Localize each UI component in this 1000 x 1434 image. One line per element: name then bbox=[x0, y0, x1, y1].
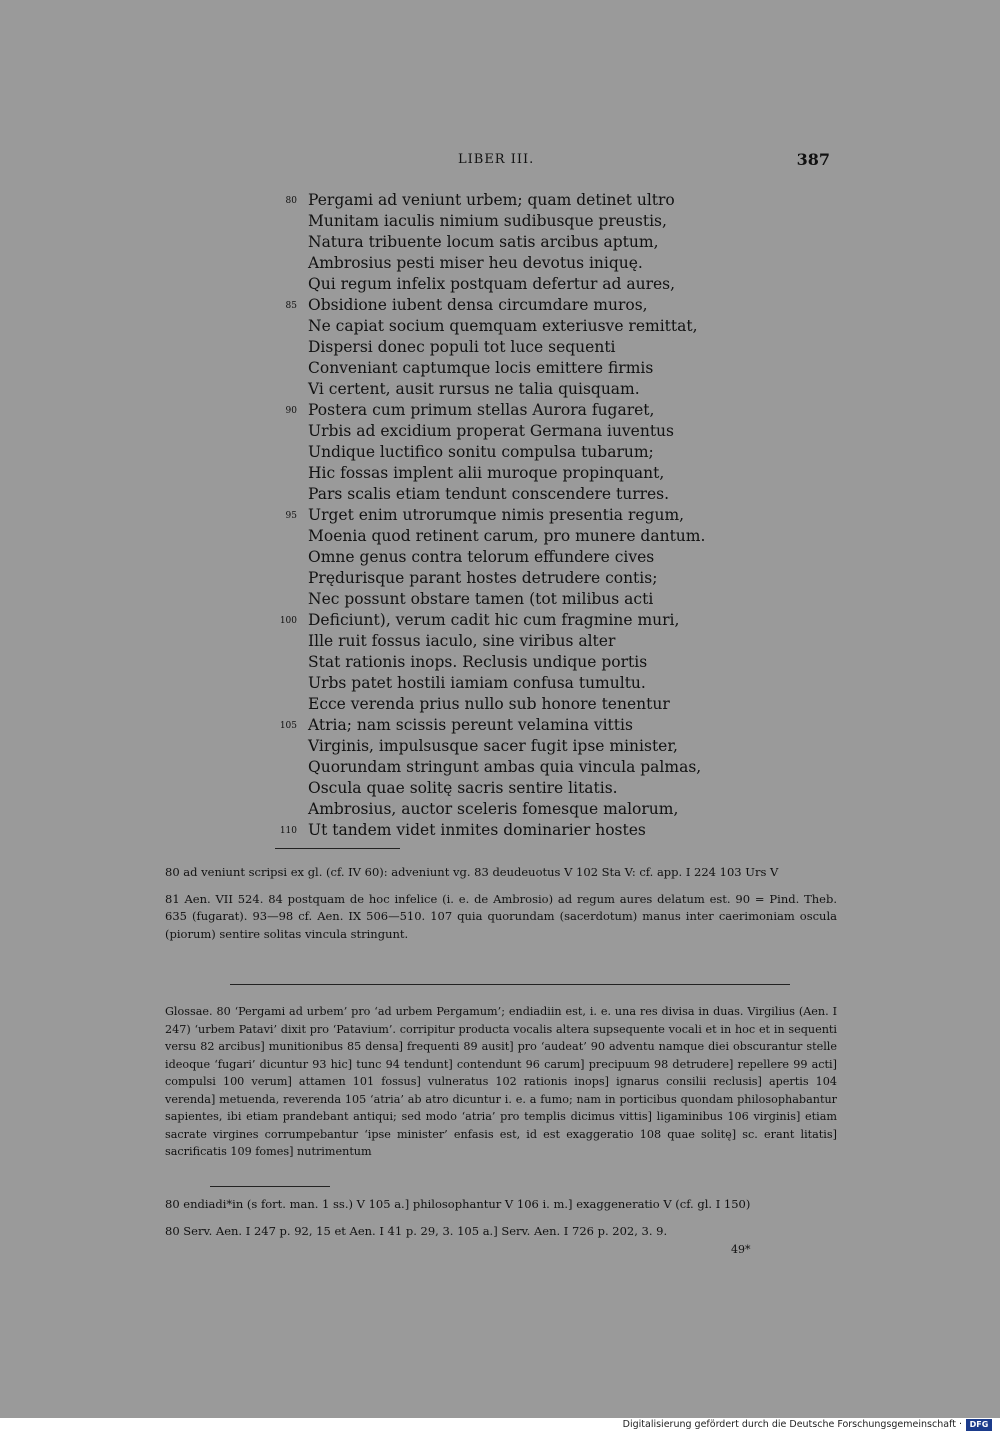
verse-line bbox=[275, 505, 725, 526]
apparatus-sources: 81 Aen. VII 524. 84 postquam de hoc infelice (i. e. de Ambrosio) ad regum aures delatum est. 90 = Pind. Theb. 635 (fugarat). 93—98 cf. Aen. IX 506—510. 107 quia quorundam (sacerdotum) manus inter caerimoniam oscula (piorum) sentire solitas vincula stringunt. bbox=[165, 891, 837, 941]
verse-text: Munitam iaculis nimium sudibusque preustis, bbox=[308, 212, 667, 230]
verse-line bbox=[275, 652, 725, 673]
verse-text: Omne genus contra telorum effundere cives bbox=[308, 548, 655, 566]
signature-mark: 49* bbox=[731, 1243, 751, 1256]
verse-line bbox=[275, 589, 725, 610]
line-number: 90 bbox=[285, 406, 297, 416]
verse-line bbox=[275, 253, 725, 274]
verse-line bbox=[275, 568, 725, 589]
page-number: 387 bbox=[796, 150, 830, 169]
critical-apparatus bbox=[165, 864, 837, 943]
verse-text: Urbis ad excidium properat Germana iuventus bbox=[308, 422, 674, 440]
page-header bbox=[160, 150, 830, 172]
line-number: 110 bbox=[279, 826, 297, 836]
divider bbox=[230, 984, 790, 985]
verse-line bbox=[275, 715, 725, 736]
verse-line bbox=[275, 463, 725, 484]
verse-text: Vi certent, ausit rursus ne talia quisquam. bbox=[308, 380, 640, 398]
glossae-block: Glossae. 80 ‘Pergami ad urbem’ pro ‘ad urbem Pergamum’; endiadiin est, i. e. una res divisa in duas. Virgilius (Aen. I 247) ‘urbem Patavi’ dixit pro ‘Patavium’. corripitur producta vocalis altera supsequente vocali et in hoc et in sequenti versu 82 arcibus] munitionibus 85 densa] frequenti 89 ausit] pro ‘audeat’ 90 adventu namque diei obscurantur stelle ideoque ‘fugari’ dicuntur 93 hic] tunc 94 tendunt] contendunt 96 carum] precipuum 98 detrudere] repellere 99 acti] compulsi 100 verum] attamen 101 fossus] vulneratus 102 rationis inops] ignarus consilii reclusis] apertis 104 verenda] metuenda, reverenda 105 ‘atria’ ab atro dicuntur i. e. a fumo; nam in porticibus quondam philosophabantur sapientes, ibi etiam prandebant antiqui; sed modo ‘atria’ pro templis dicimus vittis] ligaminibus 106 virginis] etiam sacrate virgines corrumpebantur ‘ipse minister’ enfasis est, id est exaggeratio 108 quae solitę] sc. erant litatis] sacrificatis 109 fomes] nutrimentum bbox=[165, 1005, 837, 1158]
verse-line bbox=[275, 400, 725, 421]
verse-text: Stat rationis inops. Reclusis undique portis bbox=[308, 653, 648, 671]
line-number: 95 bbox=[285, 511, 297, 521]
verse-text: Conveniant captumque locis emittere firmis bbox=[308, 359, 654, 377]
dfg-logo: DFG bbox=[966, 1419, 992, 1431]
verse-line bbox=[275, 421, 725, 442]
line-number: 85 bbox=[285, 301, 297, 311]
verse-text: Dispersi donec populi tot luce sequenti bbox=[308, 338, 616, 356]
verse-text: Oscula quae solitę sacris sentire litatis. bbox=[308, 779, 618, 797]
verse-line bbox=[275, 190, 725, 211]
divider bbox=[275, 848, 400, 849]
funding-credit: Digitalisierung gefördert durch die Deutsche Forschungsgemeinschaft · bbox=[622, 1419, 962, 1430]
verse-line bbox=[275, 232, 725, 253]
verse-text: Undique luctifico sonitu compulsa tubarum; bbox=[308, 443, 654, 461]
verse-text: Urbs patet hostili iamiam confusa tumultu. bbox=[308, 674, 646, 692]
verse-line bbox=[275, 799, 725, 820]
line-number: 80 bbox=[285, 196, 297, 206]
glossae-apparatus-critical: 80 endiadi*in (s fort. man. 1 ss.) V 105 a.] philosophantur V 106 i. m.] exaggeneratio V (cf. gl. I 150) bbox=[165, 1197, 751, 1211]
verse-text: Pars scalis etiam tendunt conscendere turres. bbox=[308, 485, 670, 503]
verse-text: Ecce verenda prius nullo sub honore tenentur bbox=[308, 695, 670, 713]
verse-line bbox=[275, 610, 725, 631]
glossae-apparatus bbox=[165, 1196, 837, 1240]
verse-text: Prędurisque parant hostes detrudere contis; bbox=[308, 569, 658, 587]
verse-text: Natura tribuente locum satis arcibus aptum, bbox=[308, 233, 659, 251]
verse-line bbox=[275, 547, 725, 568]
verse-line bbox=[275, 337, 725, 358]
verse-line bbox=[275, 736, 725, 757]
verse-text: Atria; nam scissis pereunt velamina vittis bbox=[308, 716, 633, 734]
verse-text: Postera cum primum stellas Aurora fugaret, bbox=[308, 401, 655, 419]
verse-text: Ut tandem videt inmites dominarier hostes bbox=[308, 821, 646, 839]
verse-line bbox=[275, 820, 725, 841]
verse-line bbox=[275, 631, 725, 652]
verse-text: Hic fossas implent alii muroque propinquant, bbox=[308, 464, 665, 482]
verse-block bbox=[275, 190, 725, 841]
verse-line bbox=[275, 316, 725, 337]
line-number: 100 bbox=[279, 616, 297, 626]
line-number: 105 bbox=[279, 721, 297, 731]
verse-line bbox=[275, 757, 725, 778]
verse-line bbox=[275, 274, 725, 295]
verse-text: Ambrosius pesti miser heu devotus iniquę. bbox=[308, 254, 643, 272]
divider bbox=[210, 1186, 330, 1187]
verse-text: Virginis, impulsusque sacer fugit ipse minister, bbox=[308, 737, 678, 755]
verse-line bbox=[275, 694, 725, 715]
verse-text: Ille ruit fossus iaculo, sine viribus alter bbox=[308, 632, 616, 650]
verse-text: Quorundam stringunt ambas quia vincula palmas, bbox=[308, 758, 702, 776]
running-title: LIBER III. bbox=[458, 152, 535, 167]
verse-text: Moenia quod retinent carum, pro munere dantum. bbox=[308, 527, 706, 545]
apparatus-critical: 80 ad veniunt scripsi ex gl. (cf. IV 60): adveniunt vg. 83 deudeuotus V 102 Sta V: cf. app. I 224 103 Urs V bbox=[165, 865, 779, 879]
verse-text: Ambrosius, auctor sceleris fomesque malorum, bbox=[308, 800, 679, 818]
verse-line bbox=[275, 484, 725, 505]
verse-text: Qui regum infelix postquam defertur ad aures, bbox=[308, 275, 676, 293]
verse-text: Obsidione iubent densa circumdare muros, bbox=[308, 296, 648, 314]
verse-text: Pergami ad veniunt urbem; quam detinet ultro bbox=[308, 191, 675, 209]
verse-line bbox=[275, 526, 725, 547]
footer-bar bbox=[0, 1418, 1000, 1434]
glossae-apparatus-sources: 80 Serv. Aen. I 247 p. 92, 15 et Aen. I 41 p. 29, 3. 105 a.] Serv. Aen. I 726 p. 202, 3. 9. bbox=[165, 1223, 668, 1238]
verse-line bbox=[275, 211, 725, 232]
verse-text: Urget enim utrorumque nimis presentia regum, bbox=[308, 506, 685, 524]
verse-text: Deficiunt), verum cadit hic cum fragmine muri, bbox=[308, 611, 680, 629]
verse-line bbox=[275, 358, 725, 379]
verse-line bbox=[275, 379, 725, 400]
verse-line bbox=[275, 673, 725, 694]
verse-text: Ne capiat socium quemquam exteriusve remittat, bbox=[308, 317, 698, 335]
verse-line bbox=[275, 442, 725, 463]
verse-text: Nec possunt obstare tamen (tot milibus acti bbox=[308, 590, 654, 608]
verse-line bbox=[275, 778, 725, 799]
verse-line bbox=[275, 295, 725, 316]
